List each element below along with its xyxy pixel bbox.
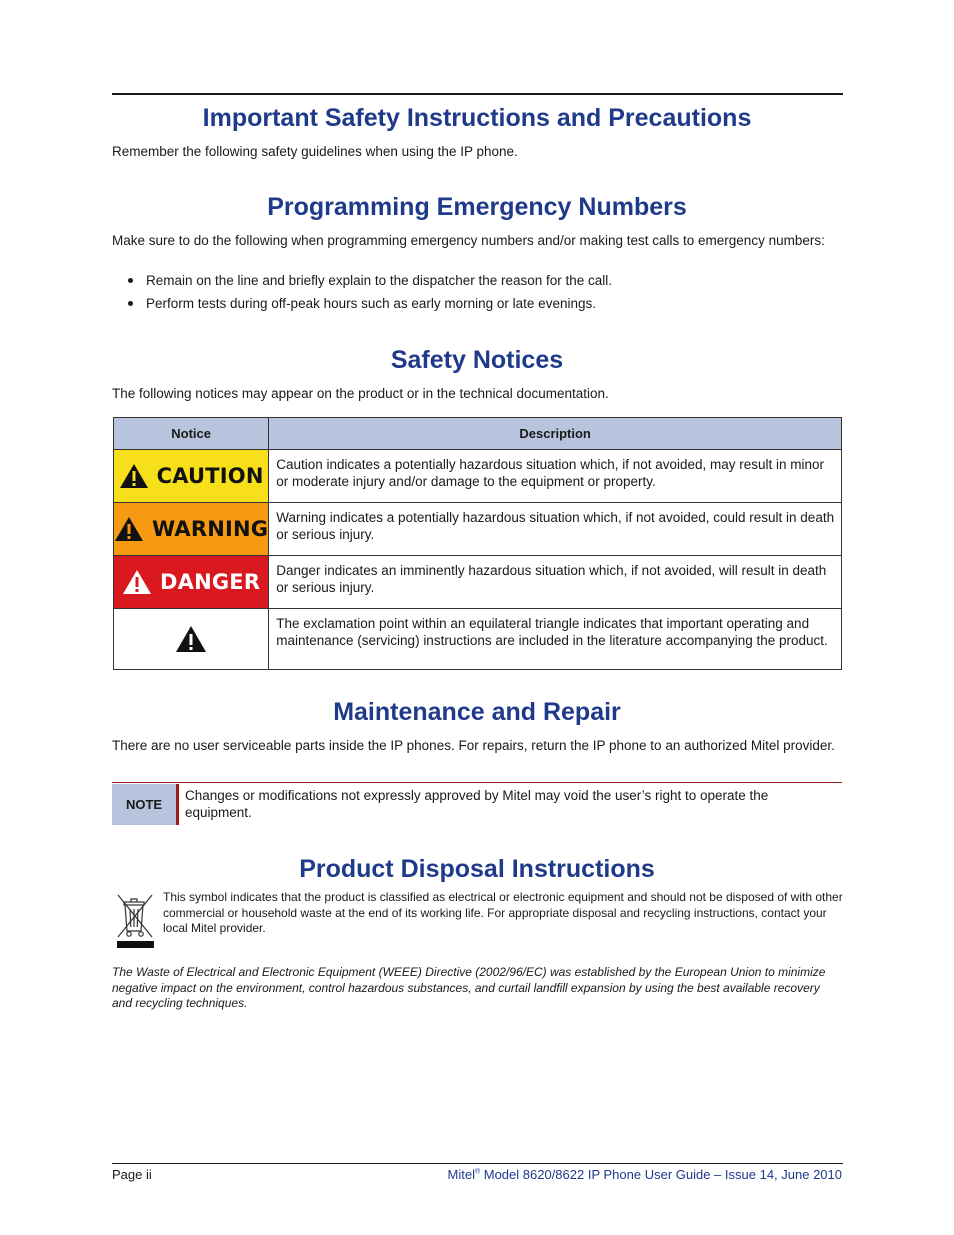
weee-symbol-text: This symbol indicates that the product is classified as electrical or electronic equipment and should not be disposed of with other commercial or household waste at the end of its working life. For appropriate disposal and recycling instructions, contact your local Mitel provider. [163,890,843,935]
caution-cell [114,450,269,503]
exclamation-triangle-icon [175,625,207,653]
emergency-bullet-list [112,272,842,318]
danger-text: DANGER [160,569,261,594]
exclamation-description: The exclamation point within an equilateral triangle indicates that important operating and maintenance (servicing) instructions are included in the literature accompanying the product. [269,609,842,670]
emergency-intro: Make sure to do the following when programming emergency numbers and/or making test calls to emergency numbers: [112,233,825,248]
note-box [112,782,842,826]
table-row [114,503,842,556]
footer-rule [112,1163,843,1164]
table-header-notice: Notice [114,418,269,450]
danger-triangle-icon [122,569,152,595]
safety-title: Important Safety Instructions and Precautions [202,104,752,132]
warning-triangle-icon [114,516,144,542]
list-item: Perform tests during off-peak hours such as early morning or late evenings. [112,295,842,312]
emergency-title: Programming Emergency Numbers [267,193,687,221]
exclamation-cell [114,609,269,670]
list-item: Remain on the line and briefly explain to the dispatcher the reason for the call. [112,272,842,289]
disposal-title: Product Disposal Instructions [299,855,655,883]
table-header-description: Description [269,418,842,450]
footer-guide-text: Model 8620/8622 IP Phone User Guide – Issue 14, June 2010 [480,1167,842,1182]
caution-text: CAUTION [156,463,264,488]
maintenance-intro: There are no user serviceable parts inside the IP phones. For repairs, return the IP phone to an authorized Mitel provider. [112,738,835,753]
caution-description: Caution indicates a potentially hazardous situation which, if not avoided, may result in minor or moderate injury and/or damage to the equipment or property. [269,450,842,503]
note-text: Changes or modifications not expressly approved by Mitel may void the user’s right to operate the equipment. [185,788,769,820]
table-row [114,556,842,609]
weee-directive-text: The Waste of Electrical and Electronic Equipment (WEEE) Directive (2002/96/EC) was established by the European Union to minimize negative impact on the environment, control hazardous substances, and curtail landfill expansion by using the best available recovery and recycling techniques. [112,965,826,1010]
table-header-row [114,418,842,450]
notices-intro: The following notices may appear on the product or in the technical documentation. [112,386,609,401]
top-rule [112,93,843,95]
danger-label [114,556,268,608]
weee-crossed-bin-icon [114,893,156,951]
safety-intro: Remember the following safety guidelines when using the IP phone. [112,144,518,159]
danger-description: Danger indicates an imminently hazardous situation which, if not avoided, will result in death or serious injury. [269,556,842,609]
footer-brand: Mitel [447,1167,475,1182]
warning-text: WARNING [152,516,269,541]
table-row [114,450,842,503]
footer-page-number: Page ii [112,1167,152,1182]
caution-label [114,450,268,502]
maintenance-title: Maintenance and Repair [333,698,621,726]
caution-triangle-icon [119,463,149,489]
table-row [114,609,842,670]
warning-description: Warning indicates a potentially hazardous situation which, if not avoided, could result in death or serious injury. [269,503,842,556]
safety-notices-table [113,417,842,670]
footer-registered-mark: ® [474,1168,481,1176]
footer-guide-title [448,1167,842,1182]
warning-cell [114,503,269,556]
warning-label [114,503,268,555]
danger-cell [114,556,269,609]
note-label: NOTE [112,784,179,825]
notices-title: Safety Notices [390,346,564,374]
